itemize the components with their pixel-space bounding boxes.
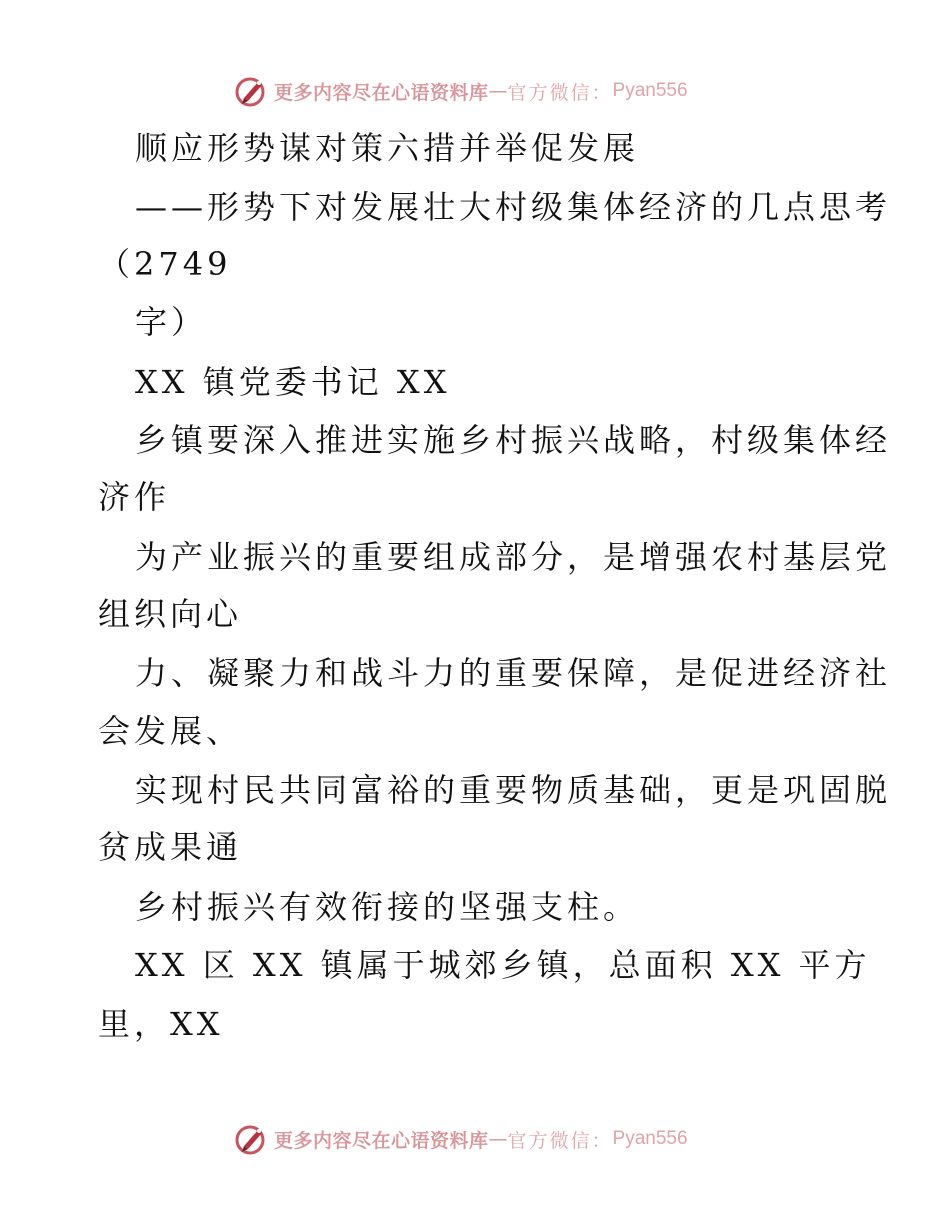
document-line: 济作: [98, 478, 171, 516]
watermark-footer: [234, 1122, 688, 1156]
document-line: 力、凝聚力和战斗力的重要保障，是促进经济社: [135, 654, 892, 692]
document-line: 会发展、: [98, 712, 243, 750]
watermark-dash: —: [488, 1128, 508, 1150]
watermark-text: 更多内容尽在心语资料库: [274, 1129, 489, 1152]
document-line: 字）: [135, 303, 208, 341]
document-line: 贫成果通: [98, 828, 243, 866]
document-line: 乡镇要深入推进实施乡村振兴战略，村级集体经: [135, 421, 892, 459]
document-title: 顺应形势谋对策六措并举促发展: [135, 129, 640, 167]
document-line: 实现村民共同富裕的重要物质基础，更是巩固脱: [135, 771, 892, 809]
watermark-wechat-id: Pyan556: [612, 1128, 688, 1149]
watermark-dash: —: [488, 80, 508, 102]
document-author: XX 镇党委书记 XX: [135, 363, 451, 401]
watermark-text: 更多内容尽在心语资料库: [274, 81, 489, 104]
document-line: 里，XX: [98, 1005, 224, 1043]
document-line: 乡村振兴有效衔接的坚强支柱。: [135, 888, 640, 926]
watermark-label: 官方微信：: [507, 1129, 613, 1152]
document-subtitle: ——形势下对发展壮大村级集体经济的几点思考: [135, 188, 892, 226]
document-line: 为产业振兴的重要组成部分，是增强农村基层党: [135, 538, 892, 576]
watermark-label: 官方微信：: [507, 81, 613, 104]
document-line: XX 区 XX 镇属于城郊乡镇，总面积 XX 平方: [135, 946, 871, 984]
document-line: 组织向心: [98, 595, 243, 633]
document-line: （2749: [98, 245, 232, 283]
pen-logo-icon: [234, 1122, 268, 1156]
watermark-wechat-id: Pyan556: [612, 80, 688, 101]
